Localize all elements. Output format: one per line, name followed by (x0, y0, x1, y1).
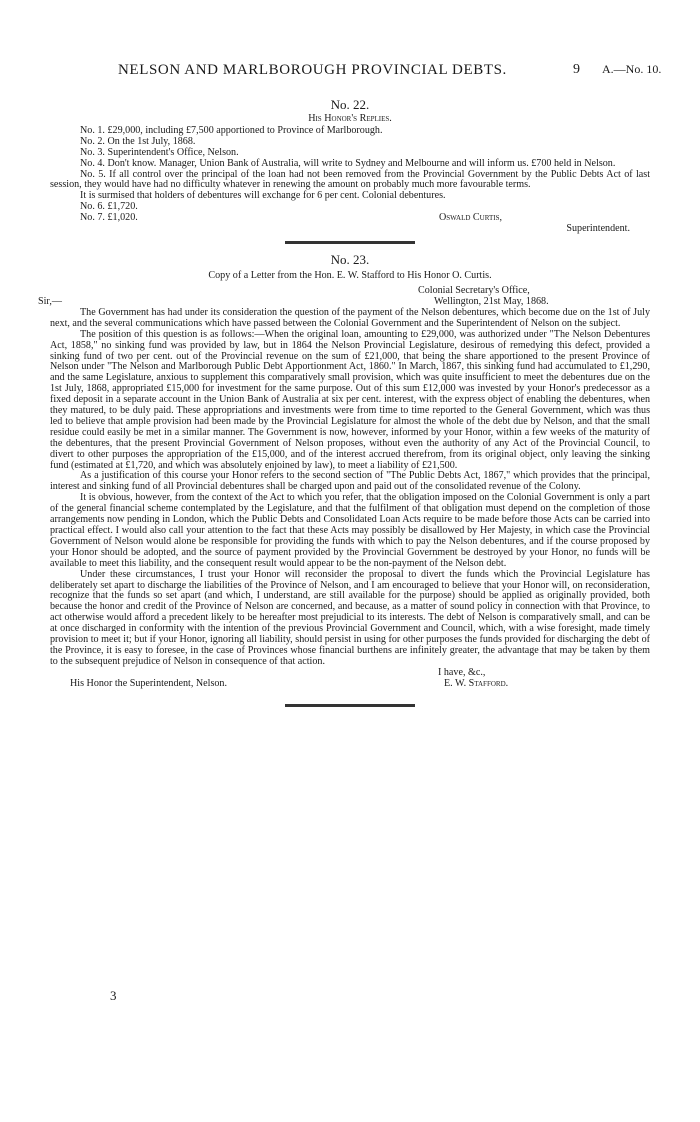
page-body (38, 97, 650, 715)
section-divider (285, 241, 415, 244)
section-23 (38, 252, 650, 690)
signature-line (50, 679, 650, 690)
addressee: His Honor the Superintendent, Nelson. (70, 677, 227, 689)
page-number: 9 (573, 62, 580, 77)
reply-item: No. 2. On the 1st July, 1868. (80, 135, 196, 147)
document-reference: A.—No. 10. (602, 62, 662, 76)
letter-address (50, 286, 650, 297)
reply-item: No. 5. If all control over the principal of the loan had not been removed from the Provincial Government by the Public Debts Act of last session, they would have had no difficulty whatever in renewing the amount on probably much more favourable terms. (50, 168, 650, 191)
replies-list (50, 126, 650, 159)
sheet-number: 3 (110, 988, 117, 1003)
signature: Oswald Curtis, (439, 212, 502, 224)
signature: E. W. Stafford. (444, 677, 509, 689)
reply-item: No. 7. £1,020. (80, 212, 138, 224)
reply-item: No. 1. £29,000, including £7,500 apportioned to Province of Marlborough. (80, 124, 383, 136)
salutation: Sir,— (38, 295, 62, 307)
section-divider (285, 704, 415, 707)
section-22 (50, 97, 650, 235)
address-line: Colonial Secretary's Office, (418, 284, 530, 296)
closing: I have, &c., (438, 666, 486, 678)
address-line: Wellington, 21st May, 1868. (434, 295, 549, 307)
section-heading: His Honor's Replies. (308, 113, 392, 124)
section-heading: Copy of a Letter from the Hon. E. W. Stafford to His Honor O. Curtis. (208, 270, 492, 282)
reply-item: It is surmised that holders of debentures will exchange for 6 per cent. Colonial debentures. (80, 190, 446, 202)
letter-paragraph: The Government has had under its consideration the question of the payment of the Nelson debentures, which become due on the 1st of July next, and the several communications which have passed between the Colonial Government and the Superintendent of Nelson on the subject. (50, 306, 650, 329)
reply-item: No. 3. Superintendent's Office, Nelson. (80, 146, 239, 158)
section-number: No. 22. (330, 97, 370, 112)
reply-item: No. 4. Don't know. Manager, Union Bank of Australia, will write to Sydney and Melbourne and will inform us. £700 held in Nelson. (80, 157, 616, 169)
signature-title: Superintendent. (566, 223, 630, 235)
reply-item: No. 6. £1,720. (80, 201, 138, 213)
running-header (0, 62, 700, 84)
letter-paragraph: The position of this question is as follows:—When the original loan, amounting to £29,000, was authorized under "The Nelson Debentures Act, 1858," no sinking fund was provided by law, but in 1864 the Nelson Provincial Legislature, desirous of remedying this defect, provided a sinking fund of two per cent. out of the Provincial revenue on the sum of £21,000, that being the share apportioned to the present Province of Nelson under "The Nelson and Marlborough Public Debt Apportionment Act, 1860." In March, 1867, this sinking fund had accumulated to £1,290, and the same Legislature, anxious to supplement this comparatively small provision, which was quite insufficient to meet the debentures due on the 1st July, 1868, appropriated £15,000 for investment for the same purpose. Out of this sum £12,000 was invested by your Honor's predecessor as a fixed deposit in a separate account in the Union Bank of Australia at six per cent. interest, with the express object of enabling the debentures, when they matured, to be duly paid. These appropriations and investments were from time to time reported to the General Government, which was thus led to believe that ample provision had been made by the Provincial Legislature for almost the whole of the debt due by Nelson, and that the small residue could easily be met in a similar manner. The Government is now, however, informed by your Honor, within a few weeks of the maturity of the debentures, that the present Provincial Government of Nelson proposes, without even the authority of any Act of the Provincial Council, to divert to other purposes the appropriation of the £15,000, and of the interest accrued therefrom, from its original object, only leaving the sinking fund (estimated at £1,720, and which was absolutely enjoined by law), to meet a liability of £21,500. (50, 328, 650, 471)
signature-line (50, 213, 650, 224)
letter-paragraph: As a justification of this course your Honor refers to the second section of "The Public Debts Act, 1867," which provides that the principal, interest and sinking fund of all Provincial debentures shall be charged upon and paid out of the consolidated revenue of the Colony. (50, 470, 650, 493)
letter-paragraph: Under these circumstances, I trust your Honor will reconsider the proposal to divert the funds which the Provincial Legislature has deliberately set apart to discharge the liabilities of the Province of Nelson, and I am encouraged to believe that your Honor will, on reconsideration, recognize that the funds so set apart (and which, I understand, are still available for the purpose) should be applied as originally provided, both because the honor and credit of the Province of Nelson are concerned, and because, as a matter of sound policy in connection with that Province, to act otherwise would afford a precedent likely to be hereafter most prejudicial to its interests. The debt of Nelson is comparatively small, and can be at once discharged in conformity with the intention of the previous Provincial Government and Council, which, with a wise foresight, made timely provision to meet it; but if your Honor, ignoring all liability, should persist in using for other purposes the funds provided for discharging the debt of the Province, it is easy to foresee, in the case of Provinces whose financial burthens are infinitely greater, the advantage that may be taken by them to the subsequent prejudice of Nelson in consequence of that action. (50, 568, 650, 667)
header-title: NELSON AND MARLBOROUGH PROVINCIAL DEBTS. (118, 62, 507, 78)
salutation-line (38, 295, 650, 308)
section-number: No. 23. (330, 252, 370, 268)
letter-paragraph: It is obvious, however, from the context of the Act to which you refer, that the obligation imposed on the Colonial Government is only a part of the general financial scheme contemplated by the Legislature, and that the fulfilment of that obligation must depend on the completion of those arrangements now pending in London, which the Public Debts and Consolidated Loan Acts require to be made before those Acts can be carried into practical effect. I would also call your attention to the fact that these Acts may possibly be disallowed by Her Majesty, in which case the Provincial Government of Nelson would alone be responsible for providing the funds with which to pay the Nelson debentures, and if the course proposed by your Honor should be adopted, and the source of payment provided by the Provincial Government be destroyed by your Honor, no funds will be available to meet this liability, and the consequent result would appear to be the non-payment of the Nelson debt. (50, 492, 650, 569)
